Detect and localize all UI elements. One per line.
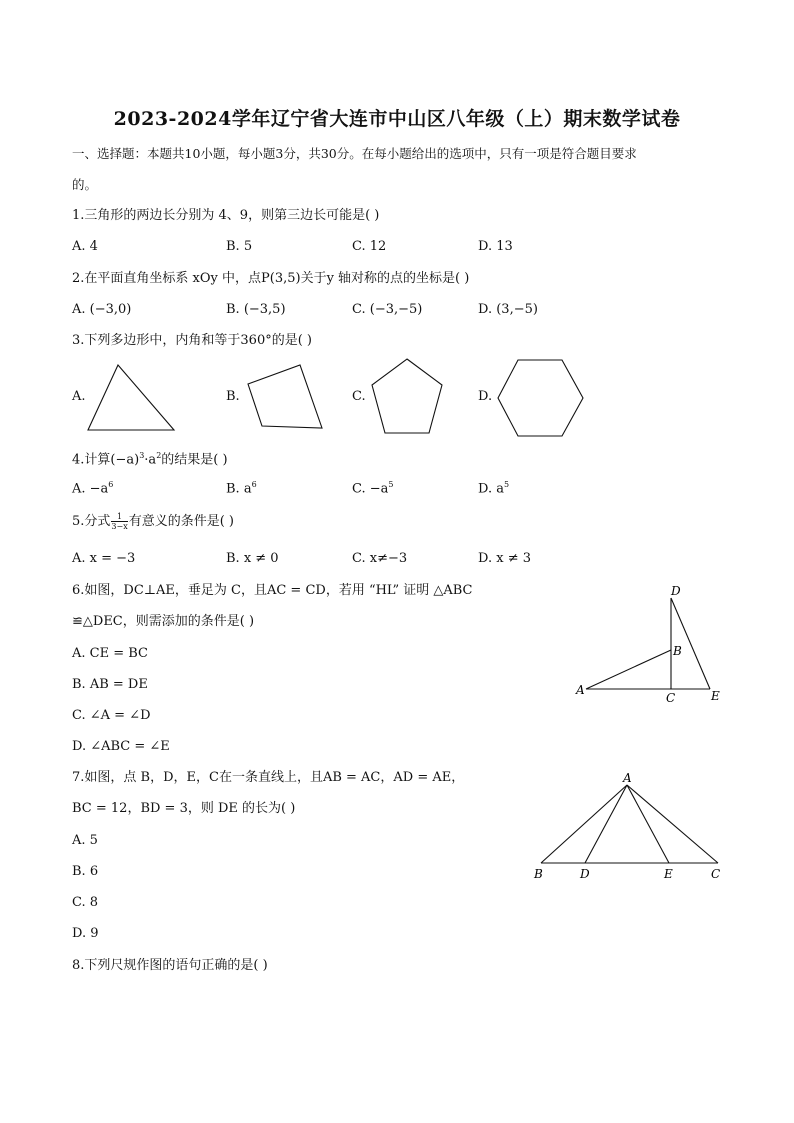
q1-option-d: D. 13 [478, 239, 513, 254]
q4-option-c: C. $-a^5$ [352, 480, 394, 497]
question-1-options [72, 239, 592, 257]
q5-option-b: B. x ≠ 0 [226, 551, 279, 566]
q6-option-a: A. CE = BC [72, 646, 148, 661]
q6-option-c: C. ∠A = ∠D [72, 708, 151, 723]
q4-stem-mid: ·a [144, 452, 157, 468]
q7-label-e: E [664, 867, 673, 881]
q7-option-a: A. 5 [72, 833, 98, 848]
q1-option-a: A. 4 [72, 239, 98, 254]
q7-label-a: A [623, 771, 632, 785]
question-7: 7.如图，点 B，D，E，C在一条直线上，且AB = AC，AD = AE， [72, 770, 465, 785]
q5-fraction: $\frac{1}{3-x}$ [111, 512, 128, 531]
question-2: 2.在平面直角坐标系 xOy 中，点P(3,5)关于y 轴对称的点的坐标是( ) [72, 271, 470, 286]
q6-label-d: D [671, 584, 681, 598]
q7-figure [528, 768, 728, 883]
question-4 [72, 447, 228, 469]
q6-label-a: A [576, 683, 585, 697]
question-1: 1.三角形的两边长分别为 4、9，则第三边长可能是( ) [72, 208, 380, 223]
q6-option-b: B. AB = DE [72, 677, 148, 692]
hexagon-figure [496, 358, 586, 438]
q2-option-c: C. (−3,−5) [352, 302, 423, 317]
q5-option-c: C. x≠−3 [352, 551, 408, 566]
question-5-options [72, 551, 592, 569]
page-title: 2023-2024学年辽宁省大连市中山区八年级（上）期末数学试卷 [113, 108, 681, 130]
q5-stem-prefix: 5.分式 [72, 514, 111, 529]
q7-label-d: D [580, 867, 590, 881]
q4-stem-suffix: 的结果是( ) [161, 452, 228, 468]
q5-option-d: D. x ≠ 3 [478, 551, 531, 566]
section-header-cont: 的。 [72, 177, 98, 192]
question-8: 8.下列尺规作图的语句正确的是( ) [72, 958, 268, 973]
question-5 [72, 512, 234, 531]
q4-exponent-1: 3 [139, 451, 145, 460]
q7-option-d: D. 9 [72, 926, 99, 941]
q4-stem-prefix: 4.计算(−a) [72, 452, 140, 468]
q7-option-b: B. 6 [72, 864, 99, 879]
triangle-figure [86, 362, 178, 434]
pentagon-figure [368, 358, 448, 438]
q1-option-b: B. 5 [226, 239, 253, 254]
q2-option-d: D. (3,−5) [478, 302, 538, 317]
q6-label-b: B [673, 644, 682, 658]
q4-option-b: B. $a^6$ [226, 480, 257, 497]
q3-option-b-label: B. [226, 389, 240, 404]
question-6: 6.如图，DC⊥AE，垂足为 C，且AC = CD，若用 “HL” 证明 △ABC [72, 583, 473, 598]
section-header: 一、选择题：本题共10小题，每小题3分，共30分。在每小题给出的选项中，只有一项是符合题目要求 [72, 146, 637, 161]
q7-option-c: C. 8 [72, 895, 99, 910]
q6-label-c: C [666, 691, 676, 705]
q6-label-e: E [711, 689, 720, 703]
question-2-options [72, 302, 592, 320]
question-3-options [72, 356, 602, 440]
q4-exponent-2: 2 [156, 451, 162, 460]
question-7-cont: BC = 12，BD = 3，则 DE 的长为( ) [72, 801, 296, 816]
q6-option-d: D. ∠ABC = ∠E [72, 739, 170, 754]
q7-label-b: B [534, 867, 543, 881]
question-3: 3.下列多边形中，内角和等于360°的是( ) [72, 333, 312, 348]
q3-option-d-label: D. [478, 389, 493, 404]
q2-option-b: B. (−3,5) [226, 302, 286, 317]
q6-figure [570, 580, 730, 710]
q4-option-d: D. $a^5$ [478, 480, 510, 497]
q5-stem-suffix: 有意义的条件是( ) [128, 514, 234, 529]
quadrilateral-figure [240, 362, 330, 432]
q5-option-a: A. x = −3 [72, 551, 136, 566]
q4-option-a: A. $-a^6$ [72, 480, 114, 497]
q3-option-a-label: A. [72, 389, 86, 404]
q2-option-a: A. (−3,0) [72, 302, 132, 317]
q3-option-c-label: C. [352, 389, 366, 404]
q7-label-c: C [711, 867, 721, 881]
question-4-options [72, 480, 592, 498]
question-6-cont: ≌△DEC，则需添加的条件是( ) [72, 614, 255, 629]
q1-option-c: C. 12 [352, 239, 387, 254]
